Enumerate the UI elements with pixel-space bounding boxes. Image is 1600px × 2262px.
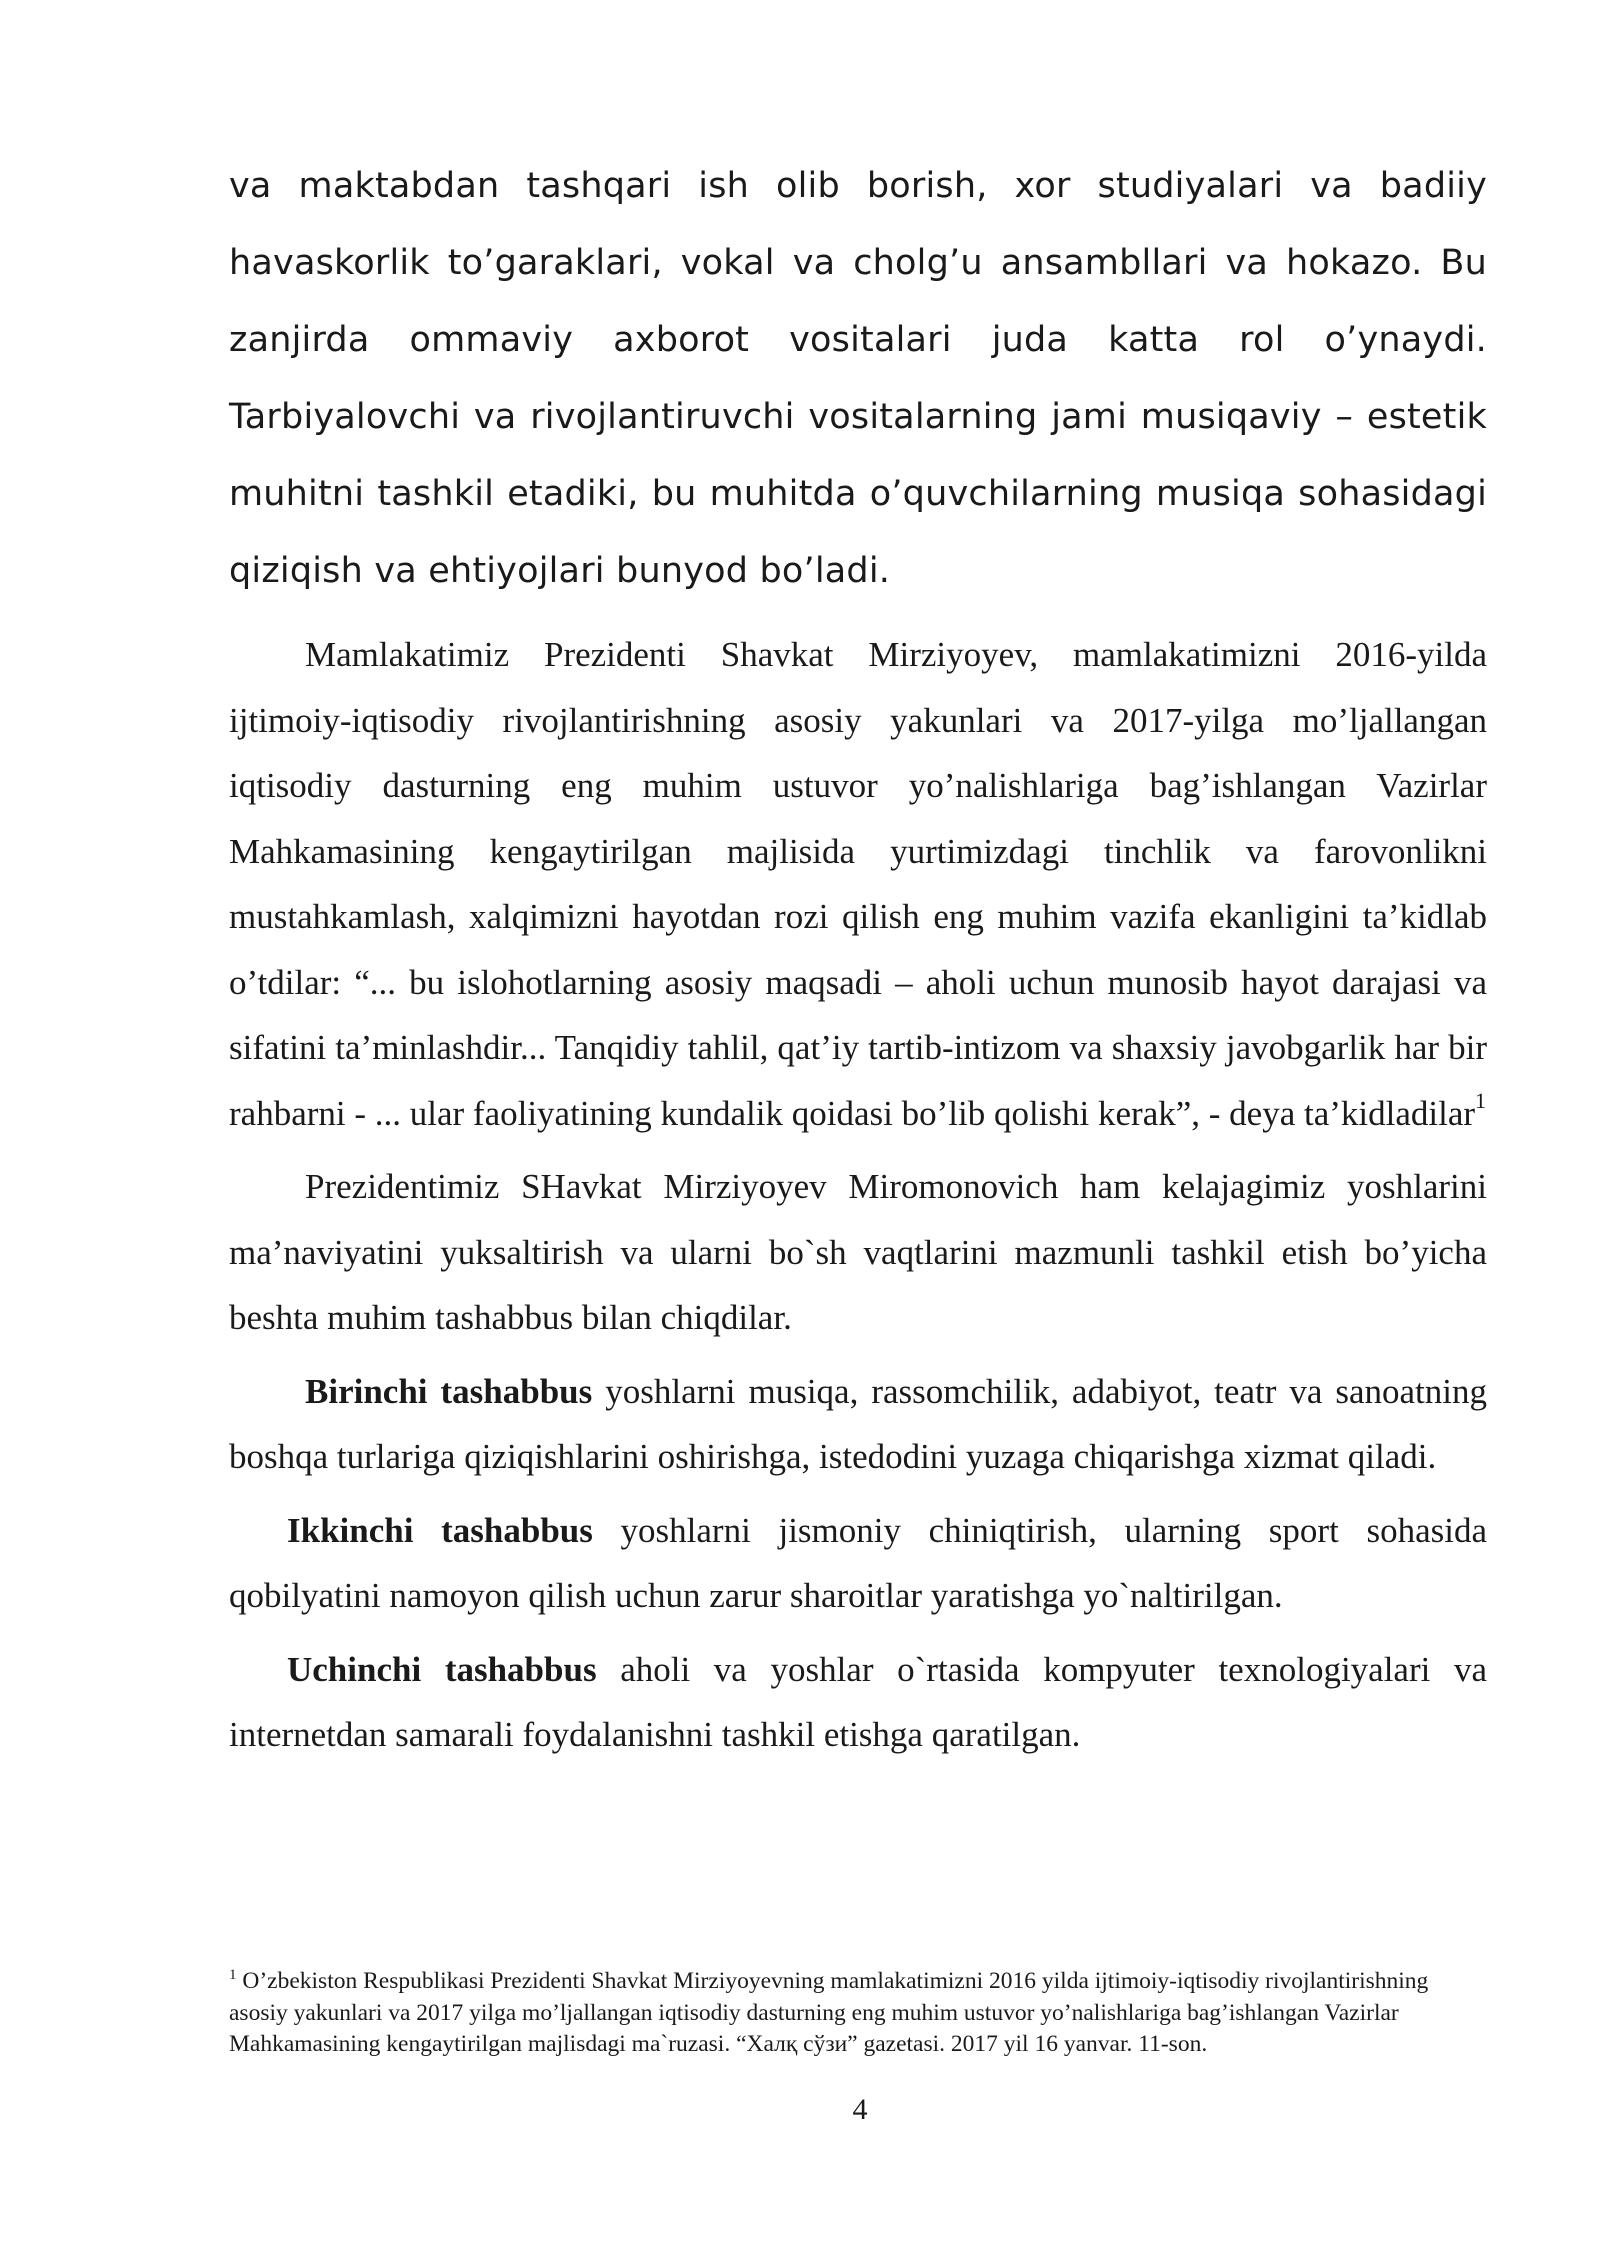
paragraph-6 — [229, 1637, 1487, 1768]
paragraph-6-text: aholi va yoshlar o`rtasida kompyuter texnologiyalari va internetdan samarali foydalanishni tashkil etishga qaratilgan. — [229, 1649, 1487, 1754]
paragraph-4 — [229, 1359, 1487, 1490]
paragraph-2 — [229, 622, 1487, 1146]
paragraph-4-heading: Birinchi tashabbus — [305, 1371, 593, 1411]
footnote-text: O’zbekiston Respublikasi Prezidenti Shavkat Mirziyoyevning mamlakatimizni 2016 yilda ijtimoiy-iqtisodiy rivojlantirishning asosiy yakunlari va 2017 yilga mo’ljallangan iqtisodiy dasturning eng muhim ustuvor yo’nalishlariga bag’ishlangan Vazirlar Mahkamasining kengaytirilgan majlisdagi ma`ruzasi. “Халқ сўзи” gazetasi. 2017 yil 16 yanvar. 11-son. — [229, 1968, 1429, 2057]
footnote — [229, 1966, 1487, 2061]
paragraph-6-heading: Uchinchi tashabbus — [287, 1649, 597, 1689]
footnote-reference[interactable]: 1 — [1475, 1087, 1487, 1113]
paragraph-1: va maktabdan tashqari ish olib borish, xor studiyalari va badiiy havaskorlik to’garaklari, vokal va cholg’u ansambllari va hokazo. Bu zanjirda ommaviy axborot vositalari juda katta rol o’ynaydi. Tarbiyalovchi va rivojlantiruvchi vositalarning jami musiqaviy – estetik muhitni tashkil etadiki, bu muhitda o’quvchilarning musiqa sohasidagi qiziqish va ehtiyojlari bunyod bo’ladi. — [229, 166, 1487, 591]
paragraph-2-text: Mamlakatimiz Prezidenti Shavkat Mirziyoyev, mamlakatimizni 2016-yilda ijtimoiy-iqtisodiy rivojlantirishning asosiy yakunlari va 2017-yilga mo’ljallangan iqtisodiy dasturning eng muhim ustuvor yo’nalishlariga bag’ishlangan Vazirlar Mahkamasining kengaytirilgan majlisida yurtimizdagi tinchlik va farovonlikni mustahkamlash, xalqimizni hayotdan rozi qilish eng muhim vazifa ekanligini ta’kidlab o’tdilar: “... bu islohotlarning asosiy maqsadi – aholi uchun munosib hayot darajasi va sifatini ta’minlashdir... Tanqidiy tahlil, qat’iy tartib-intizom va shaxsiy javobgarlik har bir rahbarni - ... ular faoliyatining kundalik qoidasi bo’lib qolishi kerak”, - deya ta’kidladilar — [229, 635, 1487, 1133]
paragraph-3: Prezidentimiz SHavkat Mirziyoyev Miromonovich ham kelajagimiz yoshlarini ma’naviyatini yuksaltirish va ularni bo`sh vaqtlarini mazmunli tashkil etish bo’yicha beshta muhim tashabbus bilan chiqdilar. — [229, 1167, 1487, 1337]
paragraph-5 — [229, 1498, 1487, 1629]
page-number: 4 — [852, 2093, 868, 2126]
paragraph-4-text: yoshlarni musiqa, rassomchilik, adabiyot, teatr va sanoatning boshqa turlariga qiziqishlarini oshirishga, istedodini yuzaga chiqarishga xizmat qiladi. — [229, 1371, 1487, 1476]
page-body — [229, 148, 1487, 1768]
paragraph-5-heading: Ikkinchi tashabbus — [287, 1510, 593, 1550]
footnote-marker: 1 — [229, 1967, 237, 1984]
paragraph-5-text: yoshlarni jismoniy chiniqtirish, ularning sport sohasida qobilyatini namoyon qilish uchun zarur sharoitlar yaratishga yo`naltirilgan. — [229, 1510, 1487, 1615]
